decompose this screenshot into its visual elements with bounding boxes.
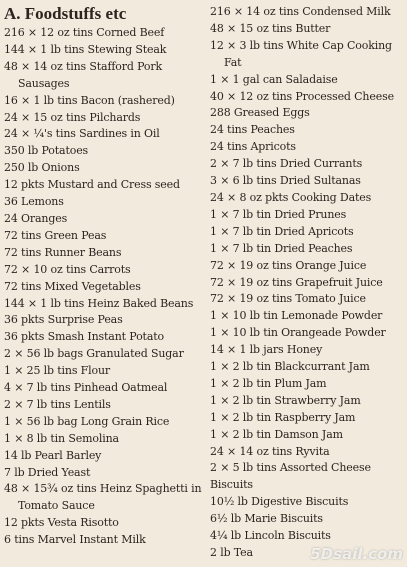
list-item — [210, 410, 403, 427]
list-item — [210, 89, 403, 106]
item-text: 2 × 5 lb tins Assorted Cheese Biscuits — [210, 461, 371, 492]
right-column — [207, 4, 403, 567]
item-text: 72 tins Green Peas — [4, 228, 107, 242]
item-text: 1 × 2 lb tin Plum Jam — [210, 376, 327, 390]
item-text: 14 lb Pearl Barley — [4, 448, 102, 462]
item-text: 24 tins Apricots — [210, 140, 296, 154]
list-item — [210, 393, 403, 410]
section-heading: A. Foodstuffs etc — [4, 4, 127, 23]
item-text: 1 × 8 lb tin Semolina — [4, 431, 119, 445]
item-text: 1 × 7 lb tin Dried Prunes — [210, 207, 347, 221]
item-text: 144 × 1 lb tins Heinz Baked Beans — [4, 296, 194, 310]
item-text: 14 × 1 lb jars Honey — [210, 343, 323, 357]
list-item — [210, 156, 403, 173]
watermark-logo: 5Dsail.com — [310, 545, 403, 563]
right-item-list — [210, 4, 403, 562]
list-item — [4, 93, 204, 110]
item-text: 24 Oranges — [4, 211, 68, 225]
item-text: 12 pkts Vesta Risotto — [4, 516, 119, 530]
list-item — [210, 122, 403, 139]
list-item — [210, 241, 403, 258]
item-text: 1 × 2 lb tin Strawberry Jam — [210, 393, 361, 407]
list-item — [210, 342, 403, 359]
item-text: 24 tins Peaches — [210, 123, 295, 137]
item-text: 1 × 2 lb tin Raspberry Jam — [210, 410, 356, 424]
item-text: 72 × 19 oz tins Grapefruit Juice — [210, 275, 383, 289]
list-item — [210, 258, 403, 275]
list-item — [4, 194, 204, 211]
list-item — [4, 515, 204, 532]
list-item — [210, 275, 403, 292]
list-item — [4, 245, 204, 262]
list-item — [210, 38, 403, 72]
list-item — [4, 363, 204, 380]
list-item — [210, 325, 403, 342]
item-text: 1 × 25 lb tins Flour — [4, 364, 111, 378]
item-text: 1 × 7 lb tin Dried Peaches — [210, 241, 353, 255]
list-item — [210, 528, 403, 545]
list-item — [210, 376, 403, 393]
list-item — [210, 427, 403, 444]
item-text: 1 × 10 lb tin Orangeade Powder — [210, 326, 386, 340]
item-text: 144 × 1 lb tins Stewing Steak — [4, 42, 167, 56]
item-text: 48 × 15 oz tins Butter — [210, 21, 331, 35]
list-item — [210, 359, 403, 376]
item-text: 72 × 19 oz tins Tomato Juice — [210, 292, 366, 306]
list-item — [4, 228, 204, 245]
item-text: 250 lb Onions — [4, 161, 80, 175]
list-item — [210, 72, 403, 89]
item-text: 24 × 8 oz pkts Cooking Dates — [210, 190, 372, 204]
list-item — [4, 160, 204, 177]
item-text: 48 × 15¾ oz tins Heinz Spaghetti in — [4, 482, 202, 496]
list-item — [4, 465, 204, 482]
item-text: 6½ lb Marie Biscuits — [210, 512, 323, 526]
item-text: 40 × 12 oz tins Processed Cheese — [210, 89, 394, 103]
item-text: 24 × ¼'s tins Sardines in Oil — [4, 127, 160, 141]
item-text: 1 × 2 lb tin Damson Jam — [210, 427, 343, 441]
item-text: 2 lb Tea — [210, 546, 253, 559]
item-text-continuation: Tomato Sauce — [18, 499, 95, 513]
list-item — [210, 308, 403, 325]
item-text: 12 pkts Mustard and Cress seed — [4, 178, 180, 192]
list-item — [210, 190, 403, 207]
list-item — [4, 279, 204, 296]
list-item — [4, 296, 204, 313]
item-text: 4 × 7 lb tins Pinhead Oatmeal — [4, 381, 168, 395]
item-text: 72 × 10 oz tins Carrots — [4, 262, 131, 276]
list-item — [210, 494, 403, 511]
item-text: 2 × 7 lb tins Dried Currants — [210, 157, 363, 171]
item-text: 1 × 56 lb bag Long Grain Rice — [4, 414, 170, 428]
list-item — [4, 262, 204, 279]
left-item-list — [4, 25, 204, 549]
list-item — [4, 431, 204, 448]
list-item — [210, 207, 403, 224]
item-text: 2 × 56 lb bags Granulated Sugar — [4, 347, 184, 361]
left-column — [4, 4, 207, 567]
list-item — [4, 110, 204, 127]
item-text: 1 × 7 lb tin Dried Apricots — [210, 224, 354, 238]
list-item — [4, 42, 204, 59]
list-item — [4, 126, 204, 143]
list-item — [4, 312, 204, 329]
item-text: 6 tins Marvel Instant Milk — [4, 533, 146, 547]
item-text: 1 × 2 lb tin Blackcurrant Jam — [210, 360, 370, 374]
item-text: 72 × 19 oz tins Orange Juice — [210, 258, 367, 272]
list-item — [210, 105, 403, 122]
list-item — [4, 59, 204, 93]
list-item — [210, 460, 403, 494]
item-text: 3 × 6 lb tins Dried Sultanas — [210, 174, 361, 188]
list-item — [210, 21, 403, 38]
item-text: 1 × 1 gal can Saladaise — [210, 72, 338, 86]
item-text: 36 pkts Surprise Peas — [4, 313, 123, 327]
item-text: 288 Greased Eggs — [210, 106, 310, 120]
item-text-continuation: Fat — [224, 55, 242, 69]
list-item — [210, 291, 403, 308]
item-text: 7 lb Dried Yeast — [4, 465, 91, 479]
list-item — [210, 511, 403, 528]
list-item — [4, 25, 204, 42]
item-text: 72 tins Runner Beans — [4, 245, 122, 259]
item-text: 10½ lb Digestive Biscuits — [210, 495, 349, 509]
list-item — [4, 397, 204, 414]
list-item — [4, 481, 204, 515]
list-item — [4, 329, 204, 346]
item-text: 24 × 15 oz tins Pilchards — [4, 110, 141, 124]
item-text: 216 × 14 oz tins Condensed Milk — [210, 5, 391, 18]
list-item — [210, 139, 403, 156]
list-item — [210, 173, 403, 190]
item-text: 36 pkts Smash Instant Potato — [4, 330, 164, 344]
list-item — [4, 346, 204, 363]
item-text: 350 lb Potatoes — [4, 144, 89, 158]
item-text: 2 × 7 lb tins Lentils — [4, 397, 111, 411]
item-text: 72 tins Mixed Vegetables — [4, 279, 141, 293]
list-item — [4, 177, 204, 194]
list-item — [4, 532, 204, 549]
list-item — [4, 143, 204, 160]
list-item — [210, 224, 403, 241]
list-item — [4, 448, 204, 465]
list-item — [210, 4, 403, 21]
list-item — [4, 211, 204, 228]
item-text: 4¼ lb Lincoln Biscuits — [210, 529, 331, 543]
list-item — [210, 444, 403, 461]
item-text: 48 × 14 oz tins Stafford Pork — [4, 59, 163, 73]
item-text: 16 × 1 lb tins Bacon (rashered) — [4, 93, 175, 107]
list-item — [4, 414, 204, 431]
list-item — [4, 380, 204, 397]
item-text: 216 × 12 oz tins Corned Beef — [4, 26, 165, 39]
item-text: 1 × 10 lb tin Lemonade Powder — [210, 309, 383, 323]
item-text: 24 × 14 oz tins Ryvita — [210, 444, 330, 458]
item-text-continuation: Sausages — [18, 76, 70, 90]
item-text: 12 × 3 lb tins White Cap Cooking — [210, 38, 392, 52]
item-text: 36 Lemons — [4, 195, 64, 209]
